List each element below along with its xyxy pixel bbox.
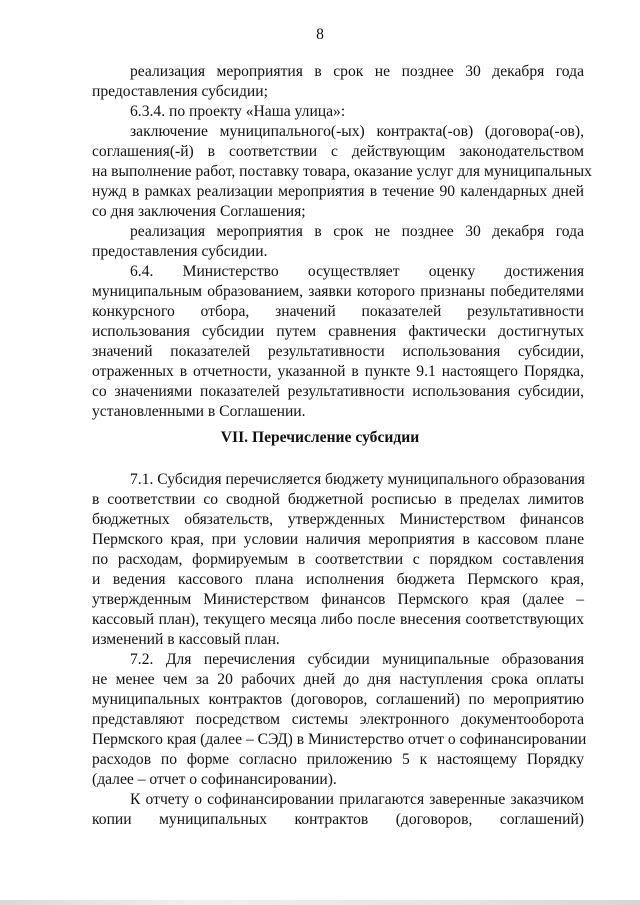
text-line: со дня заключения Соглашения; <box>92 203 306 220</box>
text-line: на выполнение работ, поставку товара, оказание услуг для муниципальных <box>92 163 592 180</box>
text-line: отраженных в отчетности, указанной в пункте 9.1 настоящего Порядка, <box>92 363 584 380</box>
text-line: расходов по форме согласно приложению 5 к настоящему Порядку <box>92 751 584 768</box>
text-line: муниципальным образованием, заявки которого признаны победителями <box>92 283 584 300</box>
text-line: по расходам, формируемым в соответствии с порядком составления <box>92 551 584 568</box>
text-line: 7.2. Для перечисления субсидии муниципальные образования <box>130 651 584 668</box>
text-line: и ведения кассового плана исполнения бюджета Пермского края, <box>92 571 584 588</box>
text-line: Пермского края (далее – СЭД) в Министерство отчет о софинансировании <box>92 731 587 748</box>
text-line: в соответствии со сводной бюджетной росписью в пределах лимитов <box>92 491 584 508</box>
text-line: (далее – отчет о софинансировании). <box>92 771 337 788</box>
text-line: 6.4. Министерство осуществляет оценку достижения <box>130 263 584 280</box>
section-heading: VII. Перечисление субсидии <box>220 429 420 446</box>
text-line: предоставления субсидии. <box>92 243 268 260</box>
text-line: 7.1. Субсидия перечисляется бюджету муниципального образования <box>130 471 585 488</box>
text-line: использования субсидии путем сравнения фактически достигнутых <box>92 323 584 340</box>
text-line: муниципальных контрактов (договоров, соглашений) по мероприятию <box>92 691 584 708</box>
text-line: заключение муниципального(-ых) контракта(-ов) (договора(-ов), <box>130 123 584 140</box>
text-line: копии муниципальных контрактов (договоров, соглашений) <box>92 811 584 828</box>
text-line: кассовый план), текущего месяца либо после внесения соответствующих <box>92 611 584 628</box>
text-line: К отчету о софинансировании прилагаются заверенные заказчиком <box>130 791 584 808</box>
text-line: изменений в кассовый план. <box>92 631 280 648</box>
text-line: не менее чем за 20 рабочих дней до дня наступления срока оплаты <box>92 671 584 688</box>
text-line: соглашения(-й) в соответствии с действующим законодательством <box>92 143 584 160</box>
text-line: представляют посредством системы электронного документооборота <box>92 711 584 728</box>
scan-edge <box>0 900 640 905</box>
text-line: предоставления субсидии; <box>92 83 268 100</box>
text-line: значений показателей результативности использования субсидии, <box>92 343 584 360</box>
text-line: бюджетных обязательств, утвержденных Министерством финансов <box>92 511 584 528</box>
text-line: конкурсного отбора, значений показателей результативности <box>92 303 584 320</box>
text-line: установленными в Соглашении. <box>92 403 306 420</box>
page-number: 8 <box>316 26 324 43</box>
text-line: Пермского края, при условии наличия мероприятия в кассовом плане <box>92 531 584 548</box>
text-line: утвержденным Министерством финансов Пермского края (далее – <box>92 591 584 608</box>
text-line: нужд в рамках реализации мероприятия в течение 90 календарных дней <box>92 183 584 200</box>
text-line: со значениями показателей результативности использования субсидии, <box>92 383 584 400</box>
text-line: реализация мероприятия в срок не позднее 30 декабря года <box>130 63 584 80</box>
text-line: реализация мероприятия в срок не позднее 30 декабря года <box>130 223 584 240</box>
text-line: 6.3.4. по проекту «Наша улица»: <box>130 103 346 120</box>
